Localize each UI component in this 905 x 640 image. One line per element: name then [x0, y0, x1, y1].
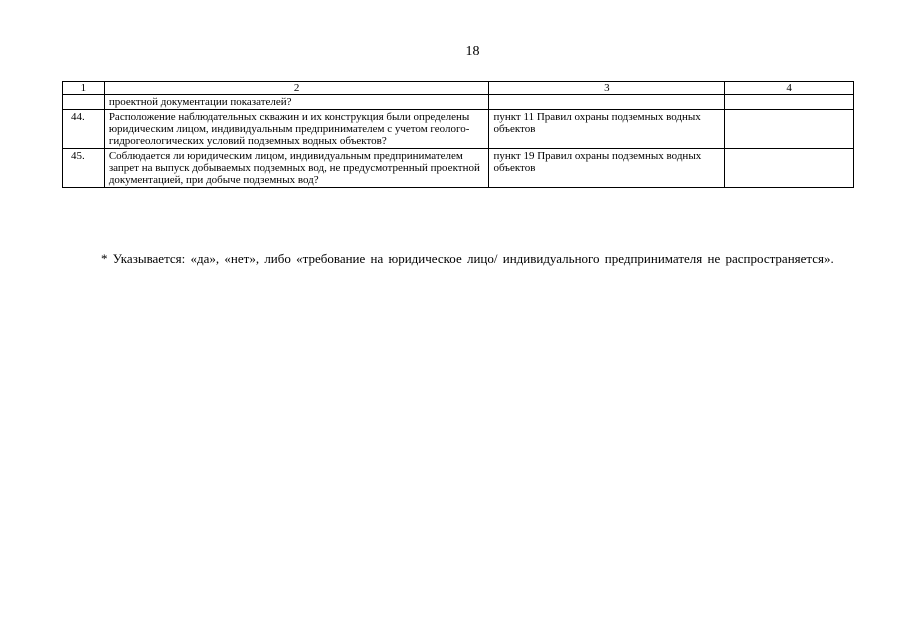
- row-question: Расположение наблюдательных скважин и их конструкция были определены юридическим лицом, индивидуальным предпринимателем с учетом геолого-гидрогеологических условий подземных водных объектов?: [104, 110, 489, 149]
- row-answer: [725, 110, 854, 149]
- checklist-table: [62, 81, 854, 188]
- table-row: [63, 149, 854, 188]
- header-col-4: 4: [725, 82, 854, 95]
- row-requirement: пункт 19 Правил охраны подземных водных объектов: [489, 149, 725, 188]
- header-col-2: 2: [104, 82, 489, 95]
- header-col-1: 1: [63, 82, 105, 95]
- row-answer: [725, 95, 854, 110]
- row-requirement: [489, 95, 725, 110]
- table-header-row: [63, 82, 854, 95]
- row-number: 44.: [63, 110, 105, 149]
- row-number: 45.: [63, 149, 105, 188]
- row-number: [63, 95, 105, 110]
- row-question: проектной документации показателей?: [104, 95, 489, 110]
- table-row: [63, 110, 854, 149]
- row-answer: [725, 149, 854, 188]
- row-question: Соблюдается ли юридическим лицом, индивидуальным предпринимателем запрет на выпуск добываемых подземных вод, не предусмотренный проектной документацией, при добыче подземных вод?: [104, 149, 489, 188]
- footnote: * Указывается: «да», «нет», либо «требование на юридическое лицо/ индивидуального предпринимателя не распространяется».: [101, 251, 834, 266]
- table-row: [63, 95, 854, 110]
- header-col-3: 3: [489, 82, 725, 95]
- row-requirement: пункт 11 Правил охраны подземных водных объектов: [489, 110, 725, 149]
- page-number: 18: [465, 44, 480, 59]
